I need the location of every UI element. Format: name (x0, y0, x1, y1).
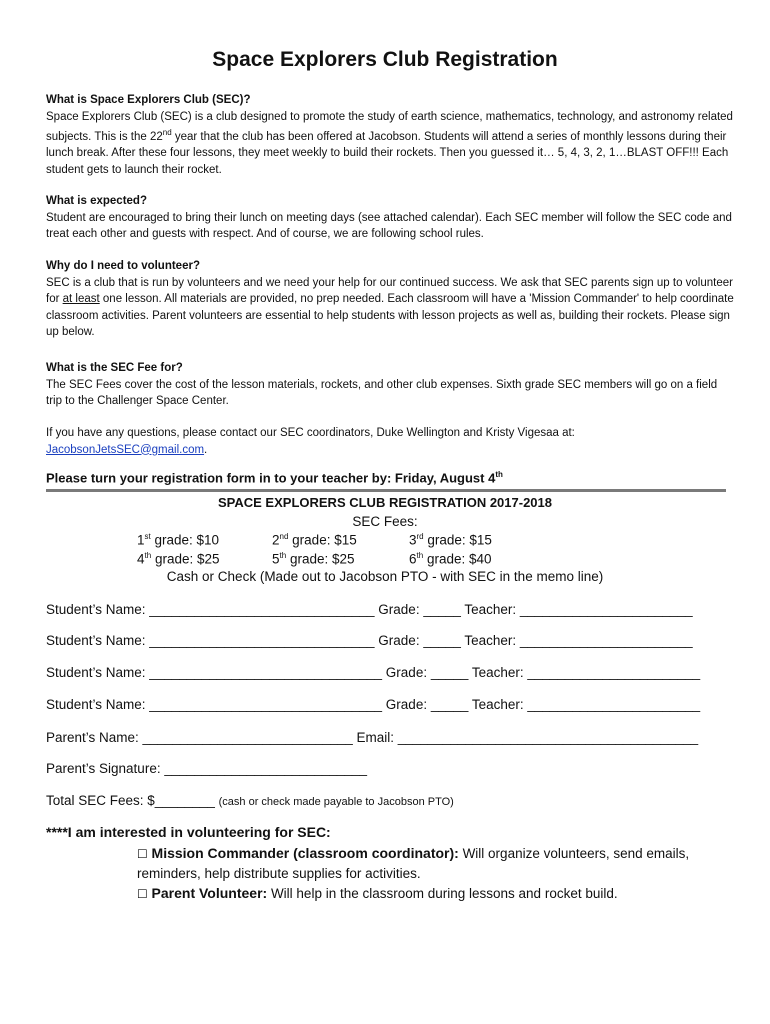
parent-name-row[interactable]: Parent’s Name: ____________________________ Email: ________________________________________ (46, 730, 699, 745)
fee-label: grade: $25 (286, 551, 355, 567)
grade-number: 3 (409, 532, 417, 548)
section-heading: What is expected? (46, 195, 147, 207)
student-row-4[interactable]: Student’s Name: _______________________________ Grade: _____ Teacher: _______________________ (46, 697, 701, 712)
text-part: SEC is a club that is run by volunteers and we need your help for our continued success. We ask that SEC parents sign up to volunteer for (46, 276, 733, 305)
section-heading: Why do I need to volunteer? (46, 260, 200, 272)
volunteer-heading: ****I am interested in volunteering for SEC: (46, 824, 331, 840)
fee-label: grade: $10 (150, 532, 220, 548)
fees-title: SEC Fees: (352, 514, 418, 529)
option-parent-volunteer (137, 884, 737, 904)
text-part: one lesson. All materials are provided, no prep needed. Each classroom will have a 'Mission Commander' to help coordinate classroom activities. Parent volunteers are essential to help students with lesson projects as well as, building their rockets. Please sign up below. (46, 293, 734, 338)
section-text (46, 275, 736, 341)
student-row-1[interactable]: Student’s Name: ______________________________ Grade: _____ Teacher: _______________________ (46, 602, 693, 617)
section-contact (46, 425, 736, 458)
text-part: year that the club has been offered at Jacobson. Students will attend a series of monthly lessons during their lunch break. After these four lessons, they meet weekly to build their rockets. Then you guessed it… 5, 4, 3, 2, 1…BLAST OFF!!! Each student gets to launch their rocket. (46, 130, 729, 176)
fee-grade-4 (137, 551, 220, 567)
section-text: The SEC Fees cover the cost of the lesson materials, rockets, and other club expenses. Sixth grade SEC members will go on a field trip to the Challenger Space Center. (46, 378, 718, 407)
option-description: Will help in the classroom during lessons and rocket build. (267, 886, 618, 901)
ordinal-suffix: th (279, 551, 287, 560)
total-fees-label[interactable]: Total SEC Fees: $________ (46, 793, 219, 808)
payment-note: Cash or Check (Made out to Jacobson PTO - with SEC in the memo line) (166, 569, 604, 584)
contact-email-link[interactable]: JacobsonJetsSEC@gmail.com (46, 443, 205, 456)
fee-grade-3 (409, 532, 492, 548)
section-what-is-sec (46, 92, 736, 178)
ordinal-suffix: st (144, 532, 151, 541)
deadline-text (46, 470, 503, 485)
fee-grade-1 (137, 532, 219, 548)
fee-label: grade: $40 (423, 551, 492, 567)
ordinal-suffix: th (416, 551, 424, 560)
ordinal-suffix: th (495, 470, 503, 479)
fee-label: grade: $15 (288, 532, 357, 548)
registration-title: SPACE EXPLORERS CLUB REGISTRATION 2017-2018 (218, 495, 552, 510)
total-fees-row[interactable] (46, 793, 454, 808)
checkbox-icon[interactable]: ☐ (137, 887, 148, 901)
option-title: Mission Commander (classroom coordinator): (151, 845, 459, 861)
section-volunteer (46, 258, 736, 341)
option-title: Parent Volunteer: (151, 885, 268, 901)
section-text (46, 109, 736, 179)
fee-grade-2 (272, 532, 357, 548)
ordinal-suffix: nd (279, 532, 289, 541)
option-mission-commander (137, 844, 737, 883)
fee-label: grade: $15 (423, 532, 492, 548)
section-text: Student are encouraged to bring their lunch on meeting days (see attached calendar). Each SEC member will follow the SEC code and treat each other and guests with respect. And of course, we are following school rules. (46, 211, 732, 240)
section-text (46, 425, 736, 458)
section-heading: What is the SEC Fee for? (46, 362, 183, 374)
grade-number: 6 (409, 551, 417, 567)
divider (46, 489, 726, 492)
page-title: Space Explorers Club Registration (212, 48, 558, 71)
fee-label: grade: $25 (151, 551, 220, 567)
fee-grade-5 (272, 551, 355, 567)
deadline-label: Please turn your registration form in to your teacher by: Friday, August 4 (46, 470, 496, 486)
ordinal-suffix: rd (416, 532, 424, 541)
fee-grade-6 (409, 551, 492, 567)
checkbox-icon[interactable]: ☐ (137, 847, 148, 861)
ordinal-suffix: nd (162, 128, 172, 137)
ordinal-suffix: th (144, 551, 152, 560)
student-row-2[interactable]: Student’s Name: ______________________________ Grade: _____ Teacher: _______________________ (46, 633, 693, 648)
option-description: Will organize volunteers, send emails, reminders, help distribute supplies for activities. (137, 846, 690, 881)
parent-signature-row[interactable]: Parent’s Signature: ___________________________ (46, 761, 368, 776)
text-part: . (204, 443, 208, 456)
section-heading: What is Space Explorers Club (SEC)? (46, 94, 251, 106)
section-what-is-expected (46, 193, 736, 243)
student-row-3[interactable]: Student’s Name: _______________________________ Grade: _____ Teacher: _______________________ (46, 665, 701, 680)
grade-number: 1 (137, 532, 145, 548)
grade-number: 4 (137, 551, 145, 567)
text-part: Space Explorers Club (SEC) is a club designed to promote the study of earth science, mathematics, technology, and astronomy related subjects. This is the 22 (46, 110, 733, 143)
section-sec-fee (46, 360, 736, 410)
contact-text: If you have any questions, please contact our SEC coordinators, Duke Wellington and Kristy Vigesaa at: (46, 427, 575, 439)
grade-number: 5 (272, 551, 280, 567)
grade-number: 2 (272, 532, 280, 548)
total-fees-note: (cash or check made payable to Jacobson PTO) (218, 796, 454, 808)
underlined-text: at least (62, 293, 100, 305)
